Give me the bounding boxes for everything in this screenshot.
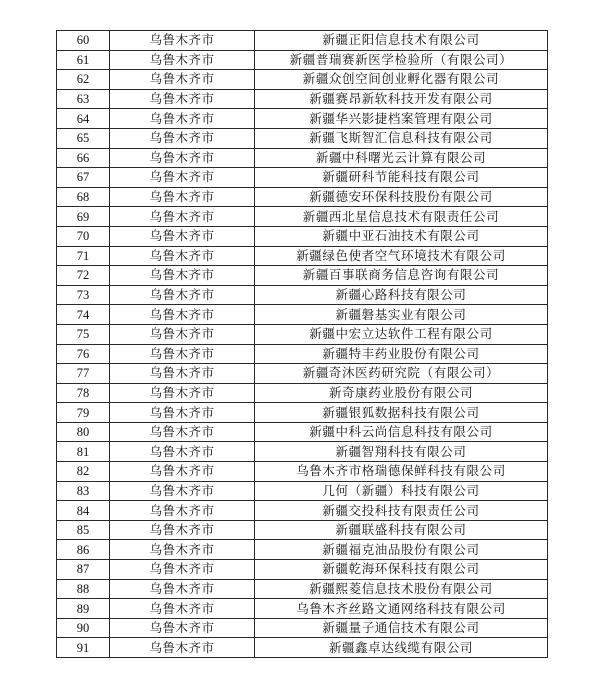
- city-cell: 乌鲁木齐市: [110, 403, 255, 423]
- table-row: [57, 422, 548, 442]
- city-cell: 乌鲁木齐市: [110, 128, 255, 148]
- row-number-cell: 70: [57, 226, 110, 246]
- company-name-cell: 新疆智翔科技有限公司: [255, 442, 548, 462]
- city-cell: 乌鲁木齐市: [110, 560, 255, 580]
- city-cell: 乌鲁木齐市: [110, 50, 255, 70]
- table-row: [57, 70, 548, 90]
- city-cell: 乌鲁木齐市: [110, 599, 255, 619]
- row-number-cell: 74: [57, 305, 110, 325]
- city-cell: 乌鲁木齐市: [110, 168, 255, 188]
- company-name-cell: 新疆心路科技有限公司: [255, 285, 548, 305]
- company-name-cell: 新疆正阳信息技术有限公司: [255, 31, 548, 51]
- row-number-cell: 87: [57, 560, 110, 580]
- row-number-cell: 78: [57, 383, 110, 403]
- table-row: [57, 305, 548, 325]
- table-body: [57, 31, 548, 658]
- row-number-cell: 89: [57, 599, 110, 619]
- company-name-cell: 几何（新疆）科技有限公司: [255, 481, 548, 501]
- company-name-cell: 新疆特丰药业股份有限公司: [255, 344, 548, 364]
- row-number-cell: 79: [57, 403, 110, 423]
- city-cell: 乌鲁木齐市: [110, 501, 255, 521]
- row-number-cell: 66: [57, 148, 110, 168]
- city-cell: 乌鲁木齐市: [110, 31, 255, 51]
- city-cell: 乌鲁木齐市: [110, 579, 255, 599]
- row-number-cell: 62: [57, 70, 110, 90]
- company-list-table: [56, 30, 548, 658]
- table-row: [57, 285, 548, 305]
- company-name-cell: 新疆华兴影捷档案管理有限公司: [255, 109, 548, 129]
- company-name-cell: 新疆德安环保科技股份有限公司: [255, 187, 548, 207]
- table-row: [57, 168, 548, 188]
- row-number-cell: 77: [57, 364, 110, 384]
- row-number-cell: 61: [57, 50, 110, 70]
- city-cell: 乌鲁木齐市: [110, 638, 255, 658]
- company-name-cell: 新疆熙菱信息技术股份有限公司: [255, 579, 548, 599]
- row-number-cell: 81: [57, 442, 110, 462]
- table-row: [57, 520, 548, 540]
- row-number-cell: 82: [57, 462, 110, 482]
- city-cell: 乌鲁木齐市: [110, 246, 255, 266]
- table-row: [57, 89, 548, 109]
- company-name-cell: 乌鲁木齐市格瑞德保鲜科技有限公司: [255, 462, 548, 482]
- city-cell: 乌鲁木齐市: [110, 481, 255, 501]
- table-row: [57, 226, 548, 246]
- row-number-cell: 64: [57, 109, 110, 129]
- company-name-cell: 新疆中宏立达软件工程有限公司: [255, 324, 548, 344]
- city-cell: 乌鲁木齐市: [110, 148, 255, 168]
- company-name-cell: 新疆中亚石油技术有限公司: [255, 226, 548, 246]
- row-number-cell: 91: [57, 638, 110, 658]
- row-number-cell: 80: [57, 422, 110, 442]
- table-row: [57, 560, 548, 580]
- company-name-cell: 新疆磐基实业有限公司: [255, 305, 548, 325]
- city-cell: 乌鲁木齐市: [110, 422, 255, 442]
- row-number-cell: 76: [57, 344, 110, 364]
- table-row: [57, 187, 548, 207]
- city-cell: 乌鲁木齐市: [110, 540, 255, 560]
- row-number-cell: 90: [57, 618, 110, 638]
- city-cell: 乌鲁木齐市: [110, 618, 255, 638]
- table-row: [57, 109, 548, 129]
- table-row: [57, 50, 548, 70]
- row-number-cell: 69: [57, 207, 110, 227]
- row-number-cell: 68: [57, 187, 110, 207]
- row-number-cell: 85: [57, 520, 110, 540]
- company-name-cell: 新疆赛昂新软科技开发有限公司: [255, 89, 548, 109]
- city-cell: 乌鲁木齐市: [110, 89, 255, 109]
- company-name-cell: 新疆飞斯智汇信息科技有限公司: [255, 128, 548, 148]
- table-row: [57, 638, 548, 658]
- table-row: [57, 31, 548, 51]
- city-cell: 乌鲁木齐市: [110, 364, 255, 384]
- table-row: [57, 599, 548, 619]
- row-number-cell: 72: [57, 266, 110, 286]
- table-row: [57, 540, 548, 560]
- table-row: [57, 324, 548, 344]
- table-row: [57, 462, 548, 482]
- city-cell: 乌鲁木齐市: [110, 520, 255, 540]
- city-cell: 乌鲁木齐市: [110, 207, 255, 227]
- row-number-cell: 83: [57, 481, 110, 501]
- row-number-cell: 88: [57, 579, 110, 599]
- row-number-cell: 73: [57, 285, 110, 305]
- city-cell: 乌鲁木齐市: [110, 266, 255, 286]
- row-number-cell: 84: [57, 501, 110, 521]
- company-name-cell: 新疆量子通信技术有限公司: [255, 618, 548, 638]
- table-row: [57, 246, 548, 266]
- company-name-cell: 新疆福克油品股份有限公司: [255, 540, 548, 560]
- company-name-cell: 新疆西北星信息技术有限责任公司: [255, 207, 548, 227]
- company-name-cell: 新疆乾海环保科技有限公司: [255, 560, 548, 580]
- table-row: [57, 148, 548, 168]
- city-cell: 乌鲁木齐市: [110, 383, 255, 403]
- table-row: [57, 207, 548, 227]
- company-name-cell: 新疆研科节能科技有限公司: [255, 168, 548, 188]
- table-row: [57, 579, 548, 599]
- table-row: [57, 442, 548, 462]
- table-row: [57, 344, 548, 364]
- row-number-cell: 60: [57, 31, 110, 51]
- company-name-cell: 新疆银狐数据科技有限公司: [255, 403, 548, 423]
- table-row: [57, 383, 548, 403]
- document-page: [56, 30, 544, 658]
- company-name-cell: 新疆普瑞赛新医学检验所（有限公司）: [255, 50, 548, 70]
- city-cell: 乌鲁木齐市: [110, 344, 255, 364]
- city-cell: 乌鲁木齐市: [110, 324, 255, 344]
- company-name-cell: 新疆中科云尚信息科技有限公司: [255, 422, 548, 442]
- table-row: [57, 266, 548, 286]
- company-name-cell: 新疆奇沐医药研究院（有限公司）: [255, 364, 548, 384]
- city-cell: 乌鲁木齐市: [110, 187, 255, 207]
- city-cell: 乌鲁木齐市: [110, 226, 255, 246]
- city-cell: 乌鲁木齐市: [110, 462, 255, 482]
- company-name-cell: 新疆鑫卓达线缆有限公司: [255, 638, 548, 658]
- table-row: [57, 128, 548, 148]
- city-cell: 乌鲁木齐市: [110, 109, 255, 129]
- row-number-cell: 86: [57, 540, 110, 560]
- table-row: [57, 403, 548, 423]
- table-row: [57, 364, 548, 384]
- row-number-cell: 67: [57, 168, 110, 188]
- row-number-cell: 75: [57, 324, 110, 344]
- city-cell: 乌鲁木齐市: [110, 442, 255, 462]
- company-name-cell: 新疆交投科技有限责任公司: [255, 501, 548, 521]
- company-name-cell: 新疆联盛科技有限公司: [255, 520, 548, 540]
- city-cell: 乌鲁木齐市: [110, 70, 255, 90]
- row-number-cell: 65: [57, 128, 110, 148]
- row-number-cell: 71: [57, 246, 110, 266]
- table-row: [57, 501, 548, 521]
- city-cell: 乌鲁木齐市: [110, 305, 255, 325]
- table-row: [57, 481, 548, 501]
- city-cell: 乌鲁木齐市: [110, 285, 255, 305]
- company-name-cell: 新疆百事联商务信息咨询有限公司: [255, 266, 548, 286]
- company-name-cell: 新疆中科曙光云计算有限公司: [255, 148, 548, 168]
- company-name-cell: 新疆绿色使者空气环境技术有限公司: [255, 246, 548, 266]
- table-row: [57, 618, 548, 638]
- company-name-cell: 新奇康药业股份有限公司: [255, 383, 548, 403]
- row-number-cell: 63: [57, 89, 110, 109]
- company-name-cell: 乌鲁木齐丝路文通网络科技有限公司: [255, 599, 548, 619]
- company-name-cell: 新疆众创空间创业孵化器有限公司: [255, 70, 548, 90]
